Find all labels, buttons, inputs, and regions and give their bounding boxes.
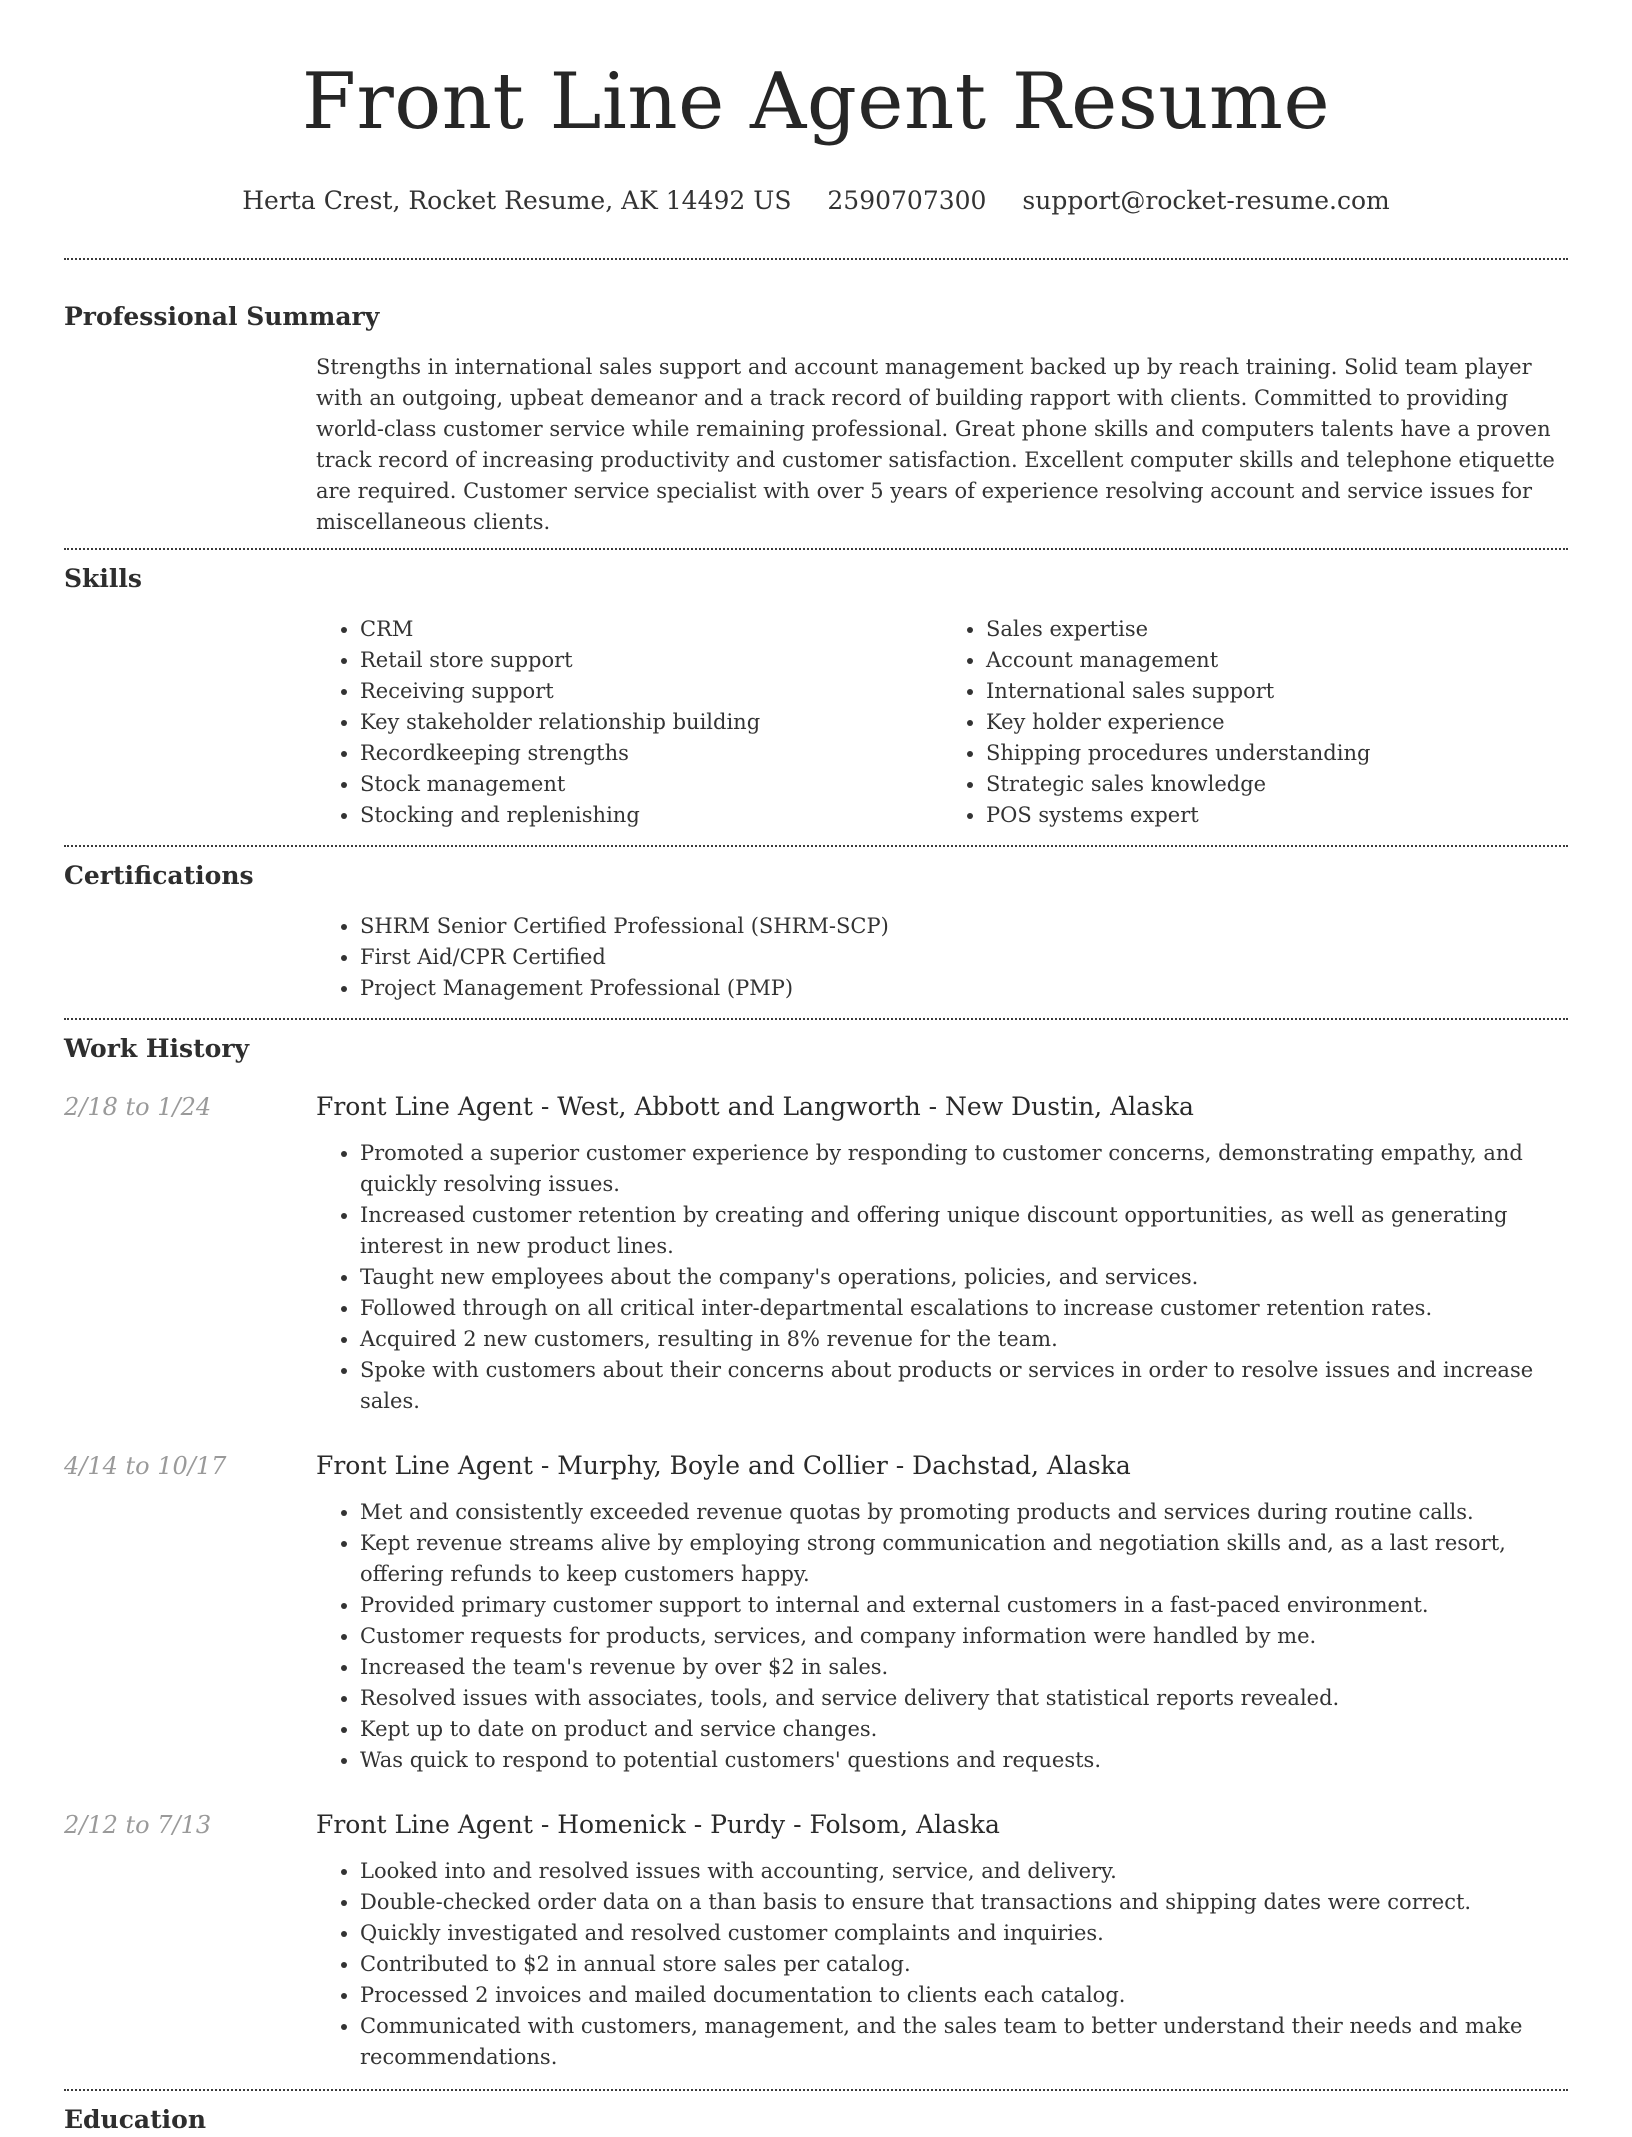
- summary-heading: Professional Summary: [64, 302, 380, 331]
- job-entry: [64, 1808, 1568, 2073]
- job-title: Front Line Agent - Murphy, Boyle and Collier - Dachstad, Alaska: [316, 1451, 1131, 1480]
- contact-address: Herta Crest, Rocket Resume, AK 14492 US: [242, 186, 792, 215]
- contact-email: support@rocket-resume.com: [1022, 186, 1390, 215]
- skills-list-right: [942, 614, 1568, 831]
- job-bullet-list: [316, 1138, 1568, 1417]
- summary-content: [316, 352, 1568, 538]
- job-bullet: • Promoted a superior customer experience by responding to customer concerns, demonstrating empathy, and quickly resolving issues.: [360, 1138, 1568, 1200]
- job-bullet-list: [316, 1856, 1568, 2073]
- job-bullet: • Was quick to respond to potential customers' questions and requests.: [360, 1745, 1568, 1776]
- job-bullet: • Customer requests for products, services, and company information were handled by me.: [360, 1621, 1568, 1652]
- job-title: Front Line Agent - Homenick - Purdy - Folsom, Alaska: [316, 1810, 1000, 1839]
- summary-text: Strengths in international sales support and account management backed up by reach training. Solid team player with an outgoing, upbeat demeanor and a track record of building rapport with clients. Committed to providing world-class customer service while remaining professional. Great phone skills and computers talents have a proven track record of increasing productivity and customer satisfaction. Excellent computer skills and telephone etiquette are required. Customer service specialist with over 5 years of experience resolving account and service issues for miscellaneous clients.: [316, 355, 1555, 534]
- job-bullets: [316, 1856, 1568, 2073]
- certifications-section: [64, 847, 1568, 1004]
- summary-section: [64, 260, 1568, 538]
- skill-item: • Receiving support: [360, 676, 942, 707]
- education-heading: Education: [64, 2105, 207, 2134]
- job-bullet: • Acquired 2 new customers, resulting in 8% revenue for the team.: [360, 1324, 1568, 1355]
- job-bullets: [316, 1497, 1568, 1776]
- work-history-heading: Work History: [64, 1034, 250, 1063]
- job-bullet: • Kept revenue streams alive by employing strong communication and negotiation skills and, as a last resort, offering refunds to keep customers happy.: [360, 1528, 1568, 1590]
- job-bullet: • Met and consistently exceeded revenue quotas by promoting products and services during routine calls.: [360, 1497, 1568, 1528]
- job-bullet: • Spoke with customers about their concerns about products or services in order to resolve issues and increase sales.: [360, 1355, 1568, 1417]
- skill-item: • International sales support: [986, 676, 1568, 707]
- skill-item: • CRM: [360, 614, 942, 645]
- job-bullet: • Kept up to date on product and service changes.: [360, 1714, 1568, 1745]
- job-dates: 2/12 to 7/13: [64, 1811, 212, 1839]
- job-dates: 2/18 to 1/24: [64, 1093, 212, 1121]
- skill-item: • Stocking and replenishing: [360, 800, 942, 831]
- skill-item: • Account management: [986, 645, 1568, 676]
- contact-line: [64, 184, 1568, 218]
- certification-item: • Project Management Professional (PMP): [360, 973, 1568, 1004]
- job-dates: 4/14 to 10/17: [64, 1452, 227, 1480]
- job-entry: [64, 1090, 1568, 1417]
- skill-item: • Key stakeholder relationship building: [360, 707, 942, 738]
- resume-title: Front Line Agent Resume: [301, 57, 1331, 147]
- certification-item: • First Aid/CPR Certified: [360, 942, 1568, 973]
- education-section: [64, 2091, 1568, 2137]
- job-entry: [64, 1449, 1568, 1776]
- contact-phone: 2590707300: [827, 186, 987, 215]
- job-bullet: • Processed 2 invoices and mailed documentation to clients each catalog.: [360, 1980, 1568, 2011]
- skill-item: • POS systems expert: [986, 800, 1568, 831]
- job-bullet: • Resolved issues with associates, tools, and service delivery that statistical reports revealed.: [360, 1683, 1568, 1714]
- job-bullet: • Increased customer retention by creating and offering unique discount opportunities, as well as generating interest in new product lines.: [360, 1200, 1568, 1262]
- skills-heading: Skills: [64, 564, 142, 593]
- skill-item: • Sales expertise: [986, 614, 1568, 645]
- skills-section: [64, 550, 1568, 831]
- job-bullets: [316, 1138, 1568, 1417]
- job-bullet: • Quickly investigated and resolved customer complaints and inquiries.: [360, 1918, 1568, 1949]
- certification-item: • SHRM Senior Certified Professional (SHRM-SCP): [360, 911, 1568, 942]
- job-bullet: • Double-checked order data on a than basis to ensure that transactions and shipping dates were correct.: [360, 1887, 1568, 1918]
- certifications-list: [316, 911, 1568, 1004]
- work-history-section: [64, 1020, 1568, 2073]
- job-bullet: • Looked into and resolved issues with accounting, service, and delivery.: [360, 1856, 1568, 1887]
- job-bullet: • Followed through on all critical inter-departmental escalations to increase customer retention rates.: [360, 1293, 1568, 1324]
- job-bullet: • Communicated with customers, management, and the sales team to better understand their needs and make recommendations.: [360, 2011, 1568, 2073]
- skills-grid: [316, 614, 1568, 831]
- skills-list-left: [316, 614, 942, 831]
- skill-item: • Recordkeeping strengths: [360, 738, 942, 769]
- skill-item: • Key holder experience: [986, 707, 1568, 738]
- job-bullet: • Taught new employees about the company's operations, policies, and services.: [360, 1262, 1568, 1293]
- job-bullet: • Provided primary customer support to internal and external customers in a fast-paced environment.: [360, 1590, 1568, 1621]
- skill-item: • Shipping procedures understanding: [986, 738, 1568, 769]
- skill-item: • Retail store support: [360, 645, 942, 676]
- certifications-heading: Certifications: [64, 861, 254, 890]
- skill-item: • Strategic sales knowledge: [986, 769, 1568, 800]
- job-bullet-list: [316, 1497, 1568, 1776]
- skill-item: • Stock management: [360, 769, 942, 800]
- certifications-content: [316, 911, 1568, 1004]
- job-bullet: • Increased the team's revenue by over $2 in sales.: [360, 1652, 1568, 1683]
- job-bullet: • Contributed to $2 in annual store sales per catalog.: [360, 1949, 1568, 1980]
- job-title: Front Line Agent - West, Abbott and Langworth - New Dustin, Alaska: [316, 1092, 1194, 1121]
